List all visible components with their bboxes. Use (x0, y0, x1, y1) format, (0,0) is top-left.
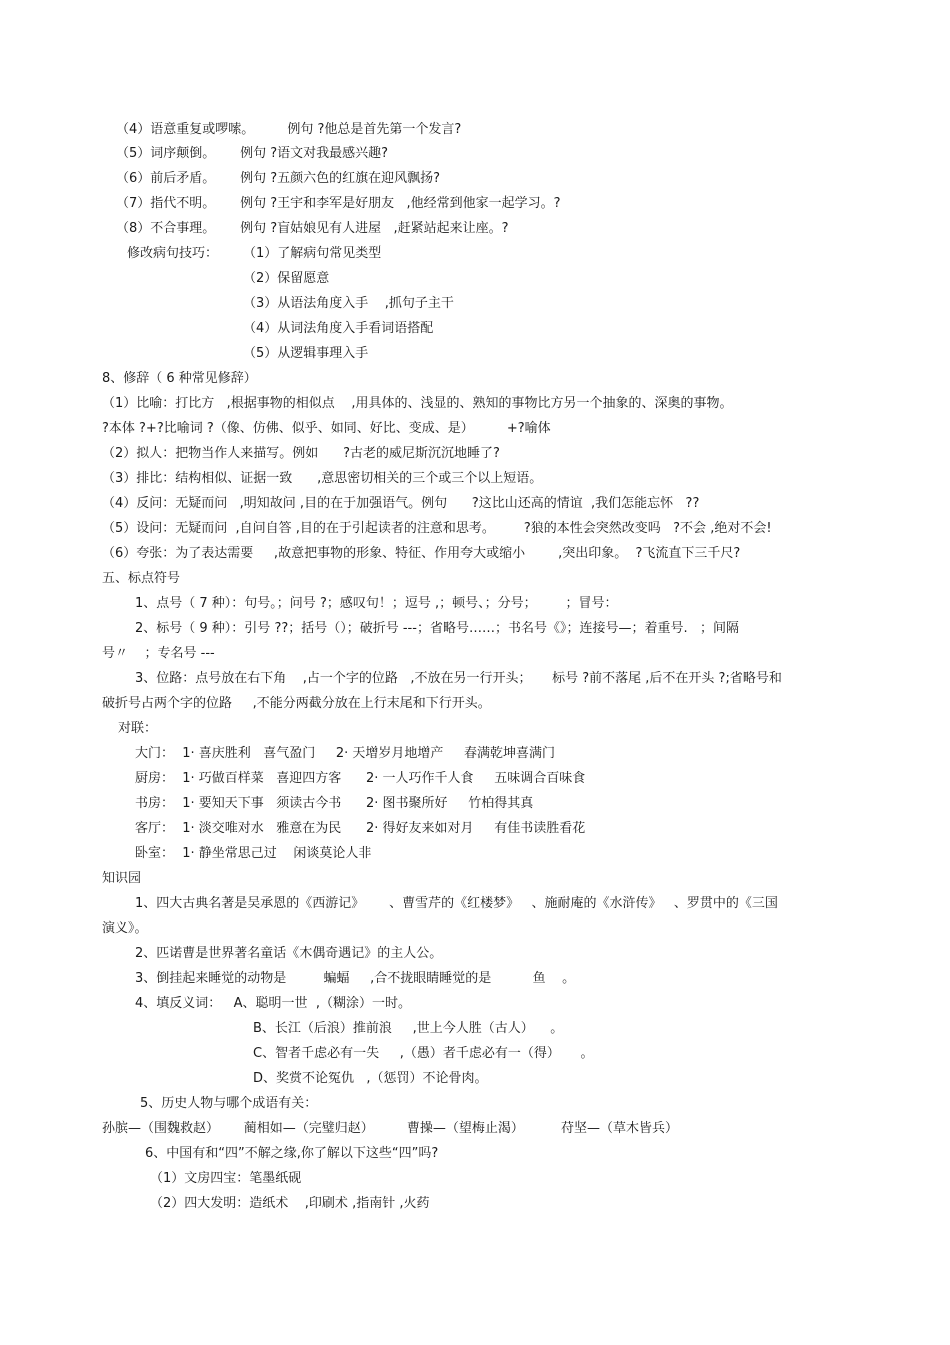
sick-sentence-type-6: （6）前后矛盾。 例句 ?五颜六色的红旗在迎风飘扬? (116, 171, 440, 186)
couplet-row: 卧室： 1· 静坐常思己过 闲谈莫论人非 (135, 846, 372, 861)
couplets-heading: 对联： (118, 721, 158, 736)
rhetoric-line: （6）夸张：为了表达需要 ,故意把事物的形象、特征、作用夸大或缩小 ,突出印象。 ?飞流直下三千尺? (102, 546, 741, 561)
knowledge-line: C、智者千虑必有一失 ,（愚）者千虑必有一（得） 。 (253, 1046, 594, 1061)
rhetoric-line: （2）拟人：把物当作人来描写。例如 ?古老的威尼斯沉沉地睡了? (102, 446, 500, 461)
couplet-row: 大门： 1· 喜庆胜利 喜气盈门 2· 天增岁月地增产 春满乾坤喜满门 (135, 746, 556, 761)
knowledge-line: 3、倒挂起来睡觉的动物是 蝙蝠 ,合不拢眼睛睡觉的是 鱼 。 (135, 971, 576, 986)
knowledge-line: B、长江（后浪）推前浪 ,世上今人胜（古人） 。 (253, 1021, 564, 1036)
punctuation-line: 破折号占两个字的位路 ,不能分两截分放在上行末尾和下行开头。 (102, 696, 491, 711)
sick-sentence-type-4: （4）语意重复或啰嗦。 例句 ?他总是首先第一个发言? (116, 122, 462, 137)
knowledge-line: 演义》。 (102, 921, 148, 936)
knowledge-heading: 知识园 (102, 871, 142, 886)
knowledge-line: 6、中国有和“四”不解之缘,你了解以下这些“四”吗? (145, 1146, 439, 1161)
revision-tip: （3）从语法角度入手 ,抓句子主干 (243, 296, 454, 311)
knowledge-line: （1）文房四宝：笔墨纸砚 (150, 1171, 302, 1186)
punctuation-line: 1、点号（ 7 种）：句号。；问号 ?；感叹句！；逗号 ,；顿号、；分号； ；冒号： (135, 596, 618, 611)
revision-tip: （5）从逻辑事理入手 (243, 346, 369, 361)
couplet-row: 客厅： 1· 淡交唯对水 雅意在为民 2· 得好友来如对月 有佳书读胜看花 (135, 821, 586, 836)
sick-sentence-type-5: （5）词序颠倒。 例句 ?语文对我最感兴趣? (116, 146, 388, 161)
sick-sentence-type-7: （7）指代不明。 例句 ?王宇和李军是好朋友 ,他经常到他家一起学习。? (116, 196, 561, 211)
knowledge-line: D、奖赏不论冤仇 ,（惩罚）不论骨肉。 (253, 1071, 488, 1086)
knowledge-line: 孙膑—（围魏救赵） 蔺相如—（完璧归赵） 曹操—（望梅止渴） 苻坚—（草木皆兵） (102, 1121, 679, 1136)
knowledge-line: 2、匹诺曹是世界著名童话《木偶奇遇记》的主人公。 (135, 946, 443, 961)
knowledge-line: （2）四大发明：造纸术 ,印刷术 ,指南针 ,火药 (150, 1196, 430, 1211)
revision-tip: （4）从词法角度入手看词语搭配 (243, 321, 434, 336)
knowledge-line: 4、填反义词： A、聪明一世 ,（糊涂）一时。 (135, 996, 411, 1011)
rhetoric-line: （3）排比：结构相似、证据一致 ,意思密切相关的三个或三个以上短语。 (102, 471, 543, 486)
rhetoric-line: （5）设问：无疑而问 ,自问自答 ,目的在于引起读者的注意和思考。 ?狼的本性会突然改变吗 ?不会 ,绝对不会! (102, 521, 772, 536)
punctuation-line: 号〃 ；专名号 --- (102, 646, 215, 661)
couplet-row: 厨房： 1· 巧做百样菜 喜迎四方客 2· 一人巧作千人食 五味调合百味食 (135, 771, 586, 786)
knowledge-line: 5、历史人物与哪个成语有关： (140, 1096, 318, 1111)
punctuation-line: 2、标号（ 9 种）：引号 ??；括号（）；破折号 ---；省略号……；书名号《》；连接号—；着重号. ；间隔 (135, 621, 739, 636)
sick-sentence-type-8: （8）不合事理。 例句 ?盲姑娘见有人进屋 ,赶紧站起来让座。? (116, 221, 509, 236)
couplet-row: 书房： 1· 要知天下事 须读古今书 2· 图书聚所好 竹柏得其真 (135, 796, 534, 811)
rhetoric-heading: 8、修辞（ 6 种常见修辞） (102, 371, 257, 386)
revision-tip: （2）保留愿意 (243, 271, 330, 286)
rhetoric-line: （4）反问：无疑而问 ,明知故问 ,目的在于加强语气。例句 ?这比山还高的情谊 ,我们怎能忘怀 ?? (102, 496, 700, 511)
punctuation-line: 3、位路：点号放在右下角 ,占一个字的位路 ,不放在另一行开头； 标号 ?前不落尾 ,后不在开头 ?;省略号和 (135, 671, 782, 686)
revision-tip: （1）了解病句常见类型 (243, 246, 382, 261)
rhetoric-line: （1）比喻：打比方 ,根据事物的相似点 ,用具体的、浅显的、熟知的事物比方另一个抽象的、深奥的事物。 (102, 396, 733, 411)
rhetoric-line: ?本体 ?+?比喻词 ?（像、仿佛、似乎、如同、好比、变成、是） +?喻体 (102, 421, 551, 436)
punctuation-heading: 五、标点符号 (102, 571, 181, 586)
knowledge-line: 1、四大古典名著是吴承恩的《西游记》 、曹雪芹的《红楼梦》 、施耐庵的《水浒传》 、罗贯中的《三国 (135, 896, 778, 911)
revision-tips-label: 修改病句技巧： (127, 246, 219, 261)
